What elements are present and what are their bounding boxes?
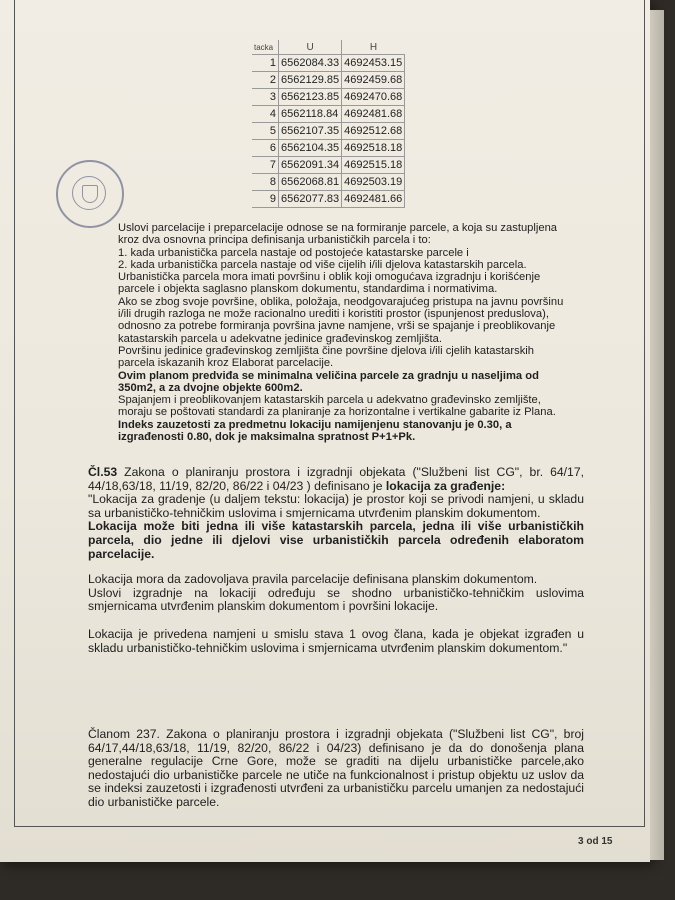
coordinate-cell-u: 6562068.81: [279, 174, 342, 191]
coordinate-cell-h: 4692481.68: [342, 106, 405, 123]
text-line: parcele i objekta saglasno planskom dokumentu, standardima i normativima.: [118, 283, 498, 296]
article-53-paragraph-3: Uslovi izgradnje na lokaciji određuju se shodno urbanističko-tehničkim uslovima smjernicama utvrđenim planskim dokumentom i površini lokacije.: [88, 585, 584, 614]
index-paragraph-bold: [118, 419, 580, 444]
coordinate-cell-h: 4692481.66: [342, 191, 405, 208]
text-line: kroz dva osnovna principa definisanja urbanističkih parcela i to:: [118, 234, 431, 247]
text-line: moraju se poštovati standardi za planiranje za horizontalne i vertikalne gabarite iz Plana.: [118, 406, 556, 419]
text-line: 1. kada urbanistička parcela nastaje od postojeće katastarske parcele i: [118, 246, 469, 259]
coordinate-cell-u: 6562084.33: [279, 55, 342, 72]
header-u: U: [279, 40, 342, 55]
merge-paragraph: [118, 394, 580, 419]
page-stack-edge: [650, 10, 664, 860]
coordinate-row: [252, 55, 405, 72]
header-h: H: [342, 40, 405, 55]
article-53-paragraph-4: Lokacija je privedena namjeni u smislu stava 1 ovog člana, kada je objekat izgrađen u skladu urbanističko-tehničkim uslovima i smjernicama utvrđenim planskim dokumentom.": [88, 626, 584, 655]
text-line: 2. kada urbanistička parcela nastaje od više cijelih i/ili djelova katastarskih parcela.: [118, 258, 527, 271]
coordinate-table-header: [252, 40, 405, 55]
text-line: odnosno za potrebe formiranja površina javne namjene, vrši se spajanje i preoblikovanje: [118, 320, 556, 333]
coordinate-cell-n: 6: [252, 140, 279, 157]
article-237-paragraph: Članom 237. Zakona o planiranju prostora i izgradnji objekata ("Službeni list CG", broj 64/17,44/18,63/18, 11/19, 82/20, 86/22 i 04/23) definisano je da do donošenja plana generalne regulacije Crne Gore, može se graditi na dijelu urbanističke parcele,ako nedostajući dio urbanističke parcele ne utiče na funkcionalnost i pristup objektu uz uslov da se indeksi zauzetosti i izgrađenosti utvrđeni za urbanističku parcelu umanjen za nedostajući dio urbanističke parcele.: [88, 727, 584, 809]
coordinate-row: [252, 89, 405, 106]
coordinate-cell-h: 4692512.68: [342, 123, 405, 140]
article-53-paragraph-2: Lokacija mora da zadovoljava pravila parcelacije definisana planskim dokumentom.: [88, 572, 538, 587]
coordinate-cell-h: 4692518.18: [342, 140, 405, 157]
article-53-term: lokacija za građenje:: [385, 478, 506, 493]
coordinate-table: [252, 40, 405, 208]
coordinate-cell-n: 4: [252, 106, 279, 123]
official-stamp: [56, 160, 124, 228]
text-line: Površinu jedinice građevinskog zemljišta čine površine djelova i/ili cjelih katastarskih: [118, 344, 534, 357]
coordinate-cell-n: 7: [252, 157, 279, 174]
coordinate-row: [252, 157, 405, 174]
text-line: izgrađenosti 0.80, dok je maksimalna spratnost P+1+Pk.: [118, 431, 416, 444]
text-line: i/ili drugih razloga ne može racionalno urediti i koristiti prostor (ispunjenost preduslova),: [118, 308, 549, 321]
coordinate-table-body: [252, 55, 405, 208]
text-line: Urbanistička parcela mora imati površinu i oblik koji omogućava izgradnju i korišćenje: [118, 271, 541, 284]
text-line: 350m2, a za dvojne objekte 600m2.: [118, 381, 303, 394]
article-53-ref: Čl.53: [88, 465, 118, 479]
coordinate-row: [252, 191, 405, 208]
article-53-quote: "Lokacija za gradenje (u daljem tekstu: lokacija) je prostor koji se privodi namjeni, u skladu sa urbanističko-tehničkim uslovima i smjernicama utvrđenim planskim dokumentom.: [88, 492, 584, 520]
header-point: tacka: [254, 42, 274, 52]
article-53-intro: [88, 466, 584, 493]
coordinate-cell-h: 4692515.18: [342, 157, 405, 174]
coordinate-cell-n: 1: [252, 55, 279, 72]
parcelation-paragraph: [118, 222, 580, 370]
page-number: 3 od 15: [578, 836, 613, 847]
coordinate-cell-h: 4692470.68: [342, 89, 405, 106]
coordinate-row: [252, 72, 405, 89]
coordinate-cell-u: 6562077.83: [279, 191, 342, 208]
coordinate-cell-h: 4692459.68: [342, 72, 405, 89]
coordinate-cell-n: 3: [252, 89, 279, 106]
coordinate-cell-u: 6562107.35: [279, 123, 342, 140]
coordinate-row: [252, 174, 405, 191]
text-line: Ovim planom predviđa se minimalna veličina parcele za gradnju u naseljima od: [118, 369, 539, 382]
coordinate-cell-u: 6562118.84: [279, 106, 342, 123]
article-237-section: [88, 728, 584, 810]
text-line: Uslovi parcelacije i preparcelacije odnose se na formiranje parcele, a koja su zastupljena: [118, 222, 558, 234]
coordinate-cell-u: 6562091.34: [279, 157, 342, 174]
text-line: katastarskih parcela u adekvatne jedinice građevinskog zemljišta.: [118, 332, 442, 345]
coordinate-cell-h: 4692503.19: [342, 174, 405, 191]
coordinate-cell-n: 2: [252, 72, 279, 89]
text-line: parcela iskazanih kroz Elaborat parcelacije.: [118, 357, 334, 370]
text-line: Ako se zbog svoje površine, oblika, položaja, neodgovarajućeg pristupa na javnu površinu: [118, 295, 564, 308]
coordinate-row: [252, 106, 405, 123]
coordinate-cell-u: 6562123.85: [279, 89, 342, 106]
coordinate-row: [252, 123, 405, 140]
coordinate-cell-n: 5: [252, 123, 279, 140]
parcelation-section: [118, 222, 580, 443]
article-53-bold-paragraph: Lokacija može biti jedna ili više katastarskih parcela, jedna ili više urbanističkih parcela, dio jedne ili djelovi vise urbanističkih parcela određenih elaboratom parcelacije.: [88, 519, 584, 561]
coordinate-cell-u: 6562129.85: [279, 72, 342, 89]
coordinate-cell-n: 8: [252, 174, 279, 191]
text-line: Indeks zauzetosti za predmetnu lokaciju namijenjenu stanovanju je 0.30, a: [118, 418, 512, 431]
coordinate-cell-n: 9: [252, 191, 279, 208]
text-line: Spajanjem i preoblikovanjem katastarskih parcela u adekvatno građevinsko zemljište,: [118, 394, 541, 407]
article-53-intro-text: Zakona o planiranju prostora i izgradnji objekata ("Službeni list CG", br. 64/17, 44/18,63/18, 11/19, 82/20, 86/22 i 04/23 ) definisano je: [88, 465, 584, 493]
coordinate-cell-h: 4692453.15: [342, 55, 405, 72]
article-53-section: [88, 466, 584, 655]
coordinate-cell-u: 6562104.35: [279, 140, 342, 157]
min-parcel-size-bold: [118, 370, 580, 395]
coordinate-row: [252, 140, 405, 157]
coat-of-arms-icon: [82, 185, 98, 203]
